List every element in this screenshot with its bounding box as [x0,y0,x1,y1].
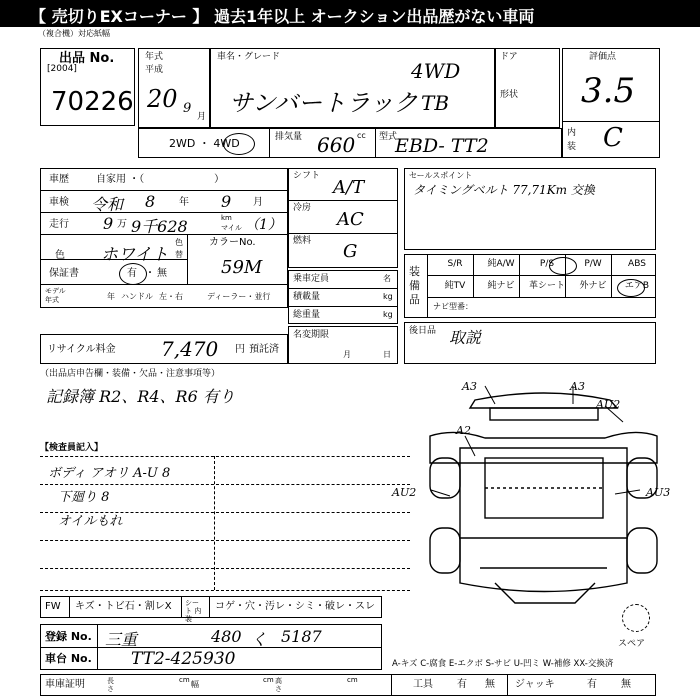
recycle-value: 7,470 [161,337,219,361]
inspector-line2: 下廻り 8 [58,490,110,505]
recovery-box [404,322,656,364]
recycle-deposit: 預託済 [249,344,279,355]
door-label: ドア [500,52,518,62]
fw-label: FW [45,601,61,612]
equipment-item: 純ナビ [487,281,515,291]
warranty-no: 無 [157,268,167,279]
jack-yes: 有 [587,679,597,690]
seller-note-label: （出品店申告欄・装備・欠品・注意事項等） [40,369,221,379]
warranty-label: 保証書 [49,268,79,279]
interior-label1: 内 [567,128,577,138]
reg-class: 480 [211,627,242,646]
chassis-value: TT2-425930 [131,649,236,669]
score-box [562,48,660,158]
fw-items2: コゲ・穴・汚レ・シミ・破レ・スレ [215,601,375,612]
inspection-era: 令和 [91,195,124,214]
mileage-mile: マイル [221,224,242,232]
capacity-label: 乗車定員 [293,274,330,284]
width-label: 幅 [191,680,199,689]
shift-value: A/T [333,177,365,198]
load-unit: kg [383,292,393,301]
reg-kana: く [251,630,268,649]
name-change-month: 月 [343,350,351,359]
recovery-label: 後日品 [409,326,437,336]
inspector-line1: ボディ アオリ A-U 8 [48,466,171,481]
sales-point-text: タイミングベルト 77,71Km 交換 [413,183,595,197]
mileage-note: （1） [245,217,282,233]
handle-lr: 左・右 [159,292,183,301]
mileage-km: km [221,214,232,222]
inspection-month-unit: 月 [253,197,263,208]
fw-items: キズ・トビ石・割レX [75,601,172,612]
jack-no: 無 [621,679,631,690]
equipment-item: S/R [447,259,463,269]
damage-mark: A3 [570,380,585,393]
reg-block [40,624,382,670]
shift-label: シフト [293,171,321,181]
damage-legend: A-キズ C-腐食 E-エクボ S-サビ U-凹ミ W-補修 XX-交換済 [392,659,614,669]
tools-yes: 有 [457,679,467,690]
model-year-l1: モデル [45,287,66,295]
damage-mark: AU2 [596,398,621,411]
year-box [138,48,210,128]
inspection-month: 9 [221,192,232,211]
color-sub2: 替 [175,250,183,259]
car-name-label: 車名・グレード [217,52,281,62]
reg-label: 登録 No. [45,630,92,643]
equipment-item: 純A/W [487,259,515,269]
cm-2: cm [263,676,274,684]
fw-sheet: シート 内装 [185,599,202,623]
grade2-value: TB [421,91,450,115]
displacement-value: 660 [317,133,356,157]
door-box [495,48,560,128]
damage-mark: AU2 [392,486,417,499]
score-value: 3.5 [581,71,636,111]
equipment-item: エアB [624,281,650,291]
length-label: 長さ [107,677,114,693]
displacement-unit: cc [357,131,366,140]
year-label: 年式 [145,52,164,62]
lot-number: 70226 [51,87,134,117]
load-label: 積載量 [293,292,321,302]
spare-label: スペア [618,639,646,649]
cm-3: cm [347,676,358,684]
recycle-label: リサイクル料金 [47,344,116,355]
dealer-label: ディーラー・並行 [207,292,271,301]
gross-label: 総重量 [293,310,321,320]
spec-block [288,168,398,268]
equipment-item: P/S [539,259,555,269]
equipment-label: 装備品 [409,265,420,306]
ac-label: 冷房 [293,203,312,213]
equipment-item: 外ナビ [579,281,607,291]
warranty-sep: ・ [145,268,155,279]
model-year-l2: 年式 [45,296,59,304]
shape-label: 形状 [500,90,519,100]
warranty-yes-circle [119,263,147,285]
damage-diagram [395,378,695,628]
lot-box [40,48,135,126]
month-value: 9 [183,101,192,116]
spare-tire-icon [622,604,650,632]
equipment-item: ABS [628,259,646,269]
mileage-label: 走行 [49,219,69,230]
sales-point-box [404,168,656,250]
inspector-label: 【検査員記入】 [40,443,104,453]
gross-unit: kg [383,310,393,319]
inspection-label: 車検 [49,197,69,208]
bottom-row [40,674,656,696]
history-value: 自家用 ・（ ） [96,174,225,185]
model-value: EBD- TT2 [395,135,489,157]
recycle-box [40,334,288,364]
color-no-value: 59M [221,257,263,278]
ac-value: AC [337,209,364,230]
tools-no: 無 [485,679,495,690]
fw-row [40,596,382,623]
equipment-item: 純TV [444,281,466,291]
name-change-block [288,326,398,364]
capacity-unit: 名 [383,274,391,283]
model-year-unit: 年 [107,292,115,301]
mileage-man: 9 [103,214,114,233]
drive-4wd-circle [223,133,255,155]
inspection-year-unit: 年 [179,197,189,208]
damage-mark: A3 [462,380,477,393]
era-label: 平成 [145,65,164,75]
sales-point-label: セールスポイント [409,171,473,180]
equipment-item: P/W [584,259,602,269]
color-value: ホワイト [101,245,169,265]
lot-year-tag: [2004] [47,64,77,74]
score-label: 評価点 [589,52,617,62]
top-note: （複合機）対応紙幅 [38,29,110,38]
recycle-unit: 円 [235,344,245,355]
reg-num: 5187 [281,627,322,646]
color-sub1: 色 [175,238,183,247]
warranty-yes: 有 [127,268,137,279]
tools-label: 工具 [413,679,433,690]
damage-mark: AU3 [646,486,671,499]
color-label: 色 [55,250,65,261]
month-unit: 月 [197,112,207,122]
info-block [40,168,288,308]
interior-value: C [603,123,623,153]
lot-label: 出品 No. [59,51,115,66]
model-label: 型式 [379,132,398,142]
recovery-value: 取説 [449,328,482,347]
fuel-label: 燃料 [293,236,312,246]
inspection-year: 8 [145,192,156,211]
drive-row [138,128,562,158]
name-change-day: 日 [383,350,391,359]
jack-label: ジャッキ [515,679,555,690]
garage-cert-label: 車庫証明 [45,679,85,690]
mileage-man-unit: 万 [117,219,127,230]
mileage-rest: 9千628 [131,217,188,236]
displacement-label: 排気量 [275,132,303,142]
handle-label: ハンドル [121,292,153,301]
damage-mark: A2 [456,424,471,437]
interior-label2: 装 [567,142,577,152]
year-value: 20 [147,85,178,113]
name-change-label: 名変期限 [293,330,330,340]
inspector-line3: オイルもれ [58,514,123,529]
navi-label: ナビ型番： [433,302,473,311]
fuel-value: G [343,241,358,262]
height-label: 高さ [275,677,282,693]
header-title: 【 売切りEXコーナー 】 過去1年以上 オークション出品歴がない車両 [30,7,535,26]
drive-options: 2WD ・ 4WD [169,137,240,150]
grade-value: 4WD [411,59,461,83]
header-bar [0,0,700,27]
chassis-label: 車台 No. [45,652,92,665]
car-name-box [210,48,495,128]
cm-1: cm [179,676,190,684]
seller-note-text: 記録簿 R2、R4、R6 有り [46,387,235,406]
equipment-item: 革シート [528,281,565,291]
color-no-label: カラーNo. [209,237,256,248]
capacity-block [288,270,398,324]
equipment-box [404,254,656,318]
reg-region: 三重 [105,630,138,649]
history-label: 車歴 [49,174,69,185]
car-name-value: サンバートラック [229,89,418,117]
